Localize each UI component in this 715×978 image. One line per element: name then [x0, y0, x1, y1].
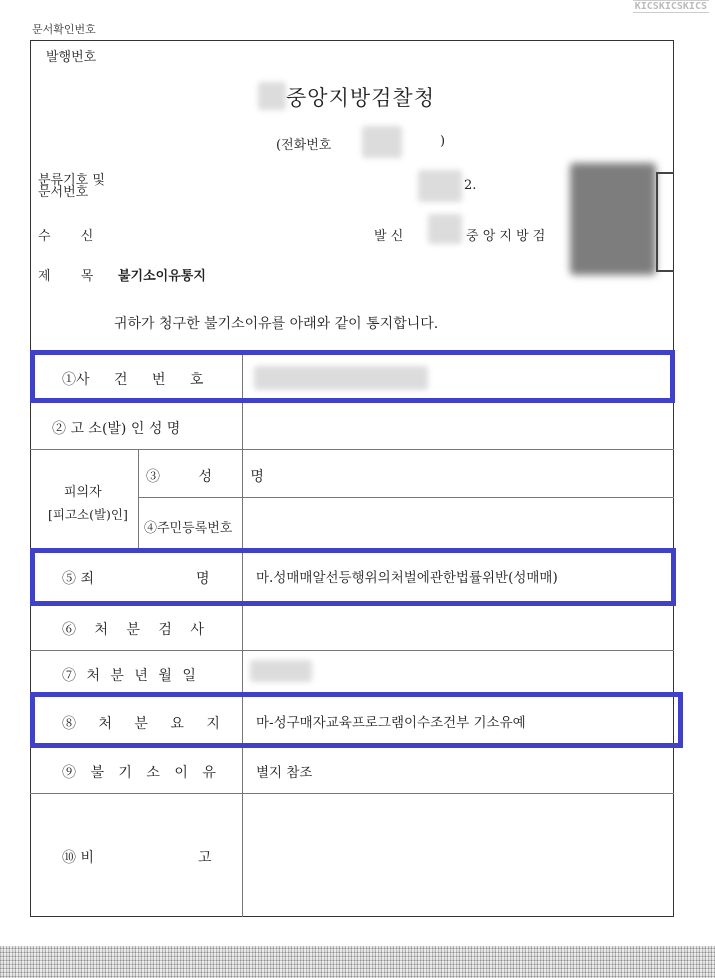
suspect-name-label: ③ 성 명: [146, 469, 264, 485]
charge-label-end: 명: [196, 571, 210, 587]
redacted-official-seal: [570, 163, 656, 275]
redacted-org-prefix: [258, 82, 286, 110]
highlight-charge: [30, 548, 676, 606]
table-line: [30, 449, 674, 450]
prosecutor-office-title: 중앙지방검찰청: [286, 86, 436, 110]
table-line: [30, 650, 674, 651]
notice-intro-text: 귀하가 청구한 불기소이유를 아래와 같이 통지합니다.: [114, 316, 439, 332]
redacted-sender-prefix: [428, 214, 462, 244]
disposition-summary-value: 마-성구매자교육프로그램이수조건부 기소유예: [256, 715, 526, 731]
suspect-group-sublabel: [피고소(발)인]: [48, 507, 128, 522]
redacted-telephone: [362, 126, 402, 158]
table-line: [138, 449, 139, 548]
telephone-close-paren: ): [440, 134, 446, 149]
remarks-label: ⑩ 비: [62, 850, 94, 866]
table-line: [30, 793, 674, 794]
table-line: [138, 497, 674, 498]
complainant-name-label: ② 고 소(발) 인 성 명: [52, 421, 181, 437]
subject-value: 불기소이유통지: [118, 269, 206, 284]
recipient-label: 수 신: [38, 229, 94, 244]
case-number-label: ①사 건 번 호: [62, 372, 204, 388]
classification-label-line1: 분류기호 및: [38, 173, 105, 188]
suspect-rrn-label: ④주민등록번호: [144, 521, 233, 536]
kics-watermark: KICSKICSKICS: [634, 1, 707, 12]
suspect-group-label: 피의자: [64, 485, 102, 500]
highlight-case-number: [30, 350, 675, 403]
disposition-date-label: ⑦ 처 분 년 월 일: [62, 668, 196, 684]
classification-number-suffix: 2.: [464, 178, 477, 193]
sender-value: 중 앙 지 방 검: [466, 229, 546, 244]
scan-noise-overlay: [0, 946, 715, 978]
redacted-classification-number: [418, 170, 462, 202]
subject-label: 제 목: [38, 269, 94, 284]
disposition-prosecutor-label: ⑥ 처 분 검 사: [62, 622, 204, 638]
charge-label: ⑤ 죄: [62, 571, 94, 587]
remarks-label-end: 고: [198, 850, 212, 866]
sender-label: 발 신: [374, 229, 404, 244]
classification-label-line2: 문서번호: [38, 185, 89, 200]
non-prosecution-reason-label: ⑨ 불 기 소 이 유: [62, 765, 216, 781]
issue-number-label: 발행번호: [46, 50, 97, 65]
telephone-label: (전화번호: [276, 138, 332, 153]
charge-value: 마.성매매알선등행위의처벌에관한법률위반(성매매): [256, 570, 558, 586]
redacted-disposition-date: [250, 660, 312, 682]
non-prosecution-reason-value: 별지 참조: [256, 765, 313, 781]
document-confirm-number-label: 문서확인번호: [32, 23, 96, 36]
table-line: [242, 353, 243, 917]
seal-edge: [656, 172, 674, 272]
highlight-disposition-summary: [30, 692, 683, 748]
disposition-summary-label: ⑧ 처 분 요 지: [62, 716, 220, 732]
